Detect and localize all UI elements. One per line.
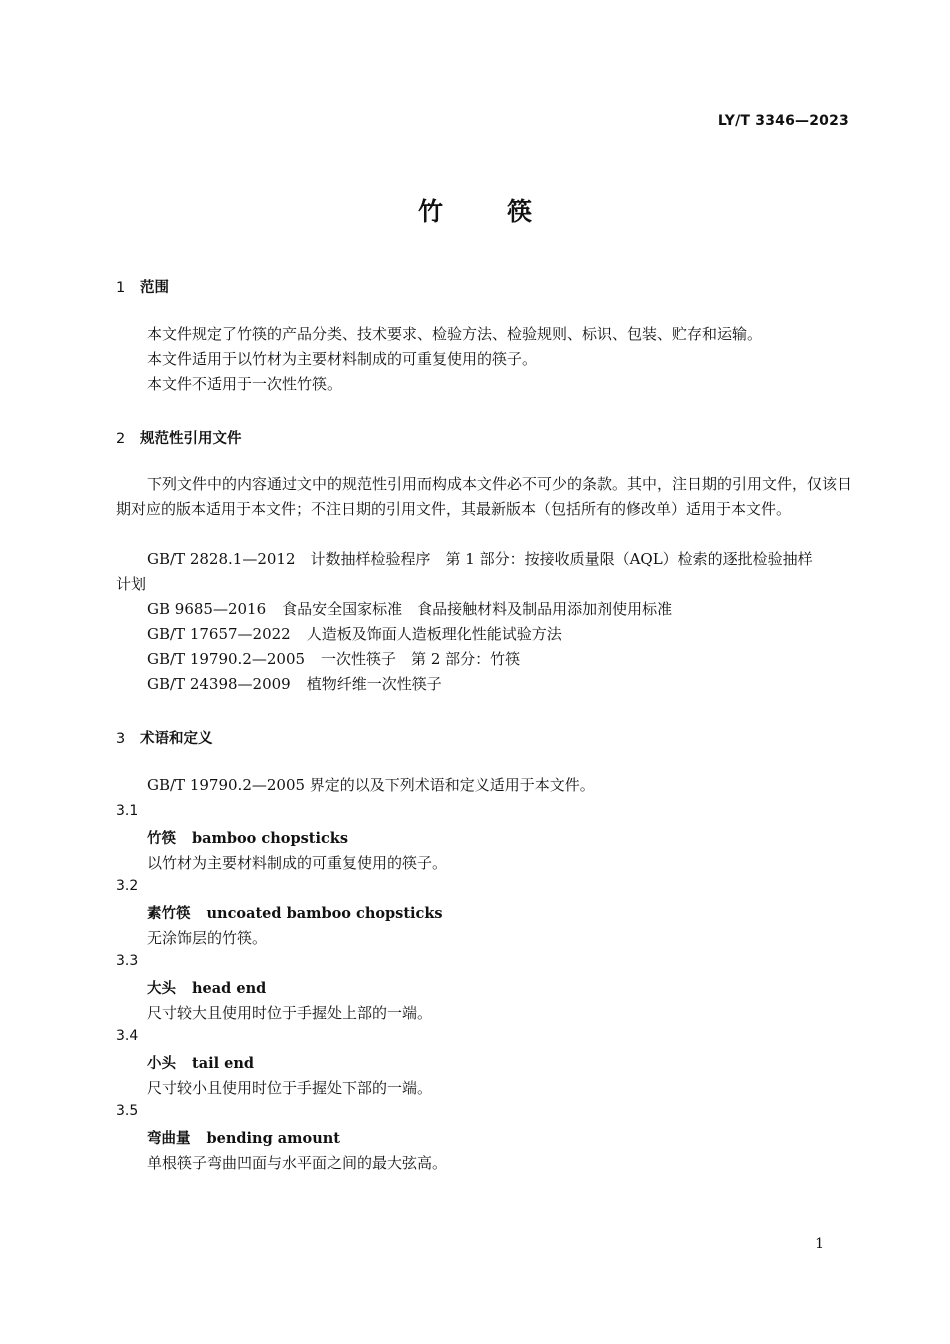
section-heading-terms	[116, 727, 213, 748]
term-title	[147, 1127, 340, 1148]
reference-item	[147, 623, 562, 644]
reference-code: GB/T 17657—2022	[147, 625, 291, 643]
reference-title: 植物纤维一次性筷子	[306, 675, 442, 693]
standard-code: LY/T 3346—2023	[717, 113, 849, 129]
reference-item	[147, 673, 442, 694]
title-char-2: 筷	[507, 197, 533, 226]
paragraph: 下列文件中的内容通过文中的规范性引用而构成本文件必不可少的条款。其中，注日期的引用文件，仅该日期对应的版本适用于本文件；不注日期的引用文件，其最新版本（包括所有的修改单）适用于本文件。	[116, 475, 853, 518]
title-char-1: 竹	[417, 197, 443, 226]
term-en: tail end	[192, 1055, 255, 1072]
term-title	[147, 1052, 254, 1073]
reference-title: 一次性筷子 第 2 部分：竹筷	[321, 650, 521, 668]
term-definition: 尺寸较小且使用时位于手握处下部的一端。	[147, 1079, 433, 1097]
section-number: 2	[116, 431, 126, 447]
reference-title: 食品安全国家标准 食品接触材料及制品用添加剂使用标准	[282, 600, 673, 618]
document-title	[0, 192, 950, 228]
term-zh: 竹筷	[147, 831, 176, 847]
term-title	[147, 902, 443, 923]
term-title	[147, 827, 348, 848]
term-number: 3.4	[116, 1028, 139, 1044]
reference-item: GB/T 2828.1—2012 计数抽样检验程序 第 1 部分：按接收质量限（AQL）检索的逐批检验抽样	[147, 550, 813, 568]
term-zh: 素竹筷	[147, 906, 191, 922]
term-en: bending amount	[206, 1130, 340, 1147]
section-title: 规范性引用文件	[140, 431, 242, 447]
reference-code: GB 9685—2016	[147, 600, 267, 618]
paragraph: 本文件适用于以竹材为主要材料制成的可重复使用的筷子。	[147, 350, 538, 368]
term-zh: 小头	[147, 1056, 176, 1072]
paragraph: GB/T 19790.2—2005 界定的以及下列术语和定义适用于本文件。	[147, 776, 595, 794]
term-number: 3.3	[116, 953, 139, 969]
reference-code: GB/T 19790.2—2005	[147, 650, 306, 668]
reference-code: GB/T 24398—2009	[147, 675, 291, 693]
reference-title: 人造板及饰面人造板理化性能试验方法	[306, 625, 562, 643]
section-number: 1	[116, 280, 126, 296]
term-definition: 尺寸较大且使用时位于手握处上部的一端。	[147, 1004, 433, 1022]
reference-item-continuation: 计划	[116, 575, 147, 593]
section-heading-scope	[116, 276, 169, 297]
term-en: bamboo chopsticks	[192, 830, 348, 847]
term-en: uncoated bamboo chopsticks	[206, 905, 443, 922]
term-definition: 无涂饰层的竹筷。	[147, 929, 268, 947]
section-number: 3	[116, 731, 126, 747]
term-definition: 单根筷子弯曲凹面与水平面之间的最大弦高。	[147, 1154, 448, 1172]
section-heading-normative-refs	[116, 427, 242, 448]
term-title	[147, 977, 266, 998]
term-zh: 大头	[147, 981, 176, 997]
paragraph: 本文件规定了竹筷的产品分类、技术要求、检验方法、检验规则、标识、包装、贮存和运输。	[147, 325, 763, 343]
page-number: 1	[815, 1236, 824, 1252]
term-en: head end	[192, 980, 267, 997]
reference-item	[147, 598, 672, 619]
paragraph: 本文件不适用于一次性竹筷。	[147, 375, 343, 393]
section-title: 范围	[140, 280, 169, 296]
term-number: 3.5	[116, 1103, 139, 1119]
term-number: 3.2	[116, 878, 139, 894]
term-definition: 以竹材为主要材料制成的可重复使用的筷子。	[147, 854, 448, 872]
section-title: 术语和定义	[140, 731, 213, 747]
reference-item	[147, 648, 520, 669]
term-number: 3.1	[116, 803, 139, 819]
term-zh: 弯曲量	[147, 1131, 191, 1147]
